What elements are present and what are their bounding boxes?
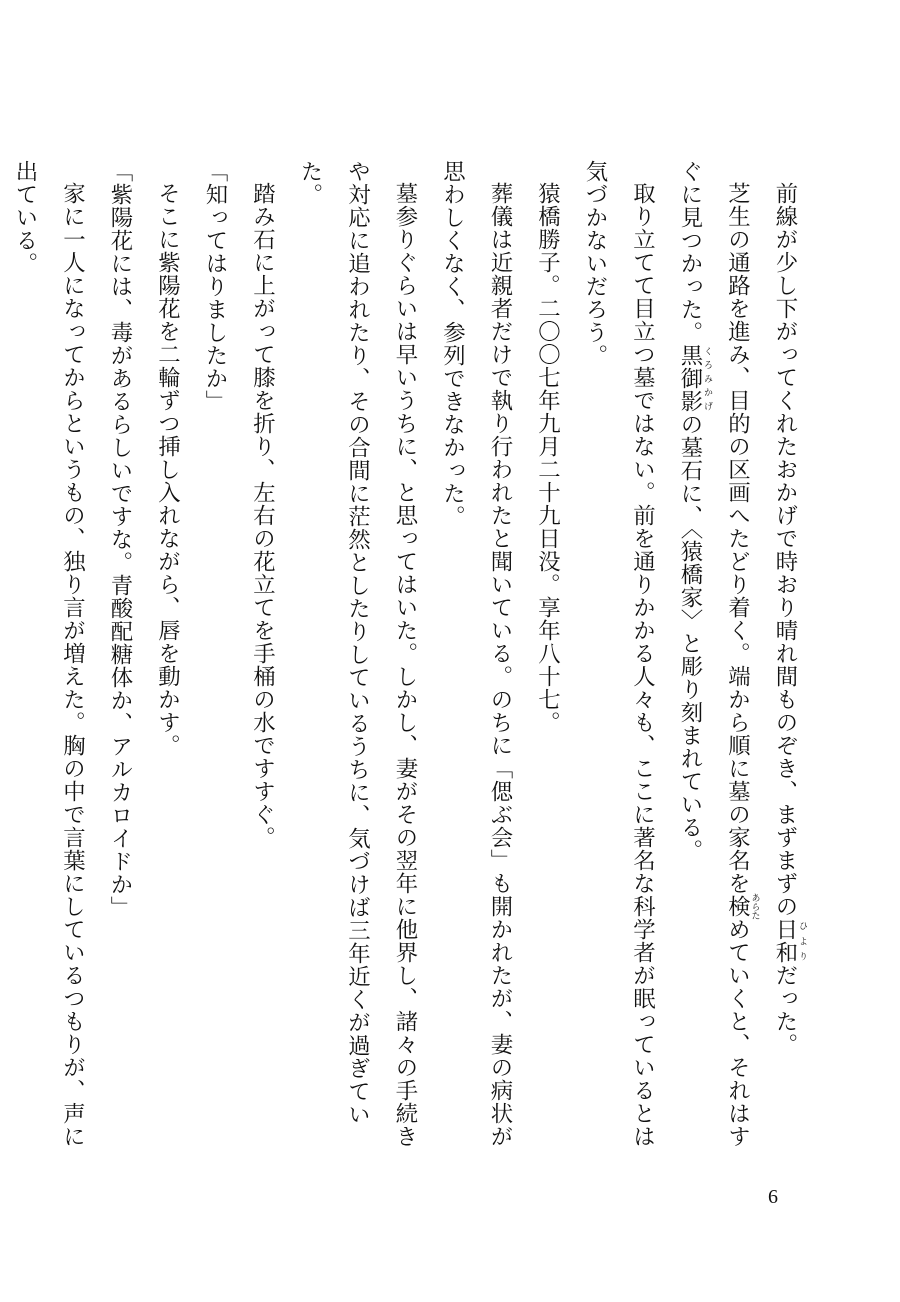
ruby-reading: くろみかげ	[702, 344, 712, 413]
text-run: 葬儀は近親者だけで執り行われたと聞いている。のちに「偲ぶ会」も開かれたが、妻の病状が思わしくなく、参列できなかった。	[439, 160, 513, 1149]
text-run: 取り立てて目立つ墓ではない。前を通りかかる人々も、ここに著名な科学者が眠っているとは気づかないだろう。	[582, 160, 656, 1149]
paragraph	[428, 160, 523, 1170]
ruby-base: 日和	[772, 918, 798, 965]
text-run: 「知ってはりましたか」	[202, 160, 228, 413]
paragraph	[286, 160, 429, 1170]
vertical-text-body	[12, 160, 808, 1170]
ruby-word	[772, 918, 807, 965]
dialogue-line	[96, 160, 144, 1170]
text-run: 「紫陽花には、毒があるらしいですな。青酸配糖体か、アルカロイドか」	[107, 160, 133, 919]
ruby-word	[677, 344, 712, 413]
text-run: だった。	[772, 964, 798, 1057]
text-run: 芝生の通路を進み、目的の区画へたどり着く。端から順に墓の家名を	[724, 182, 751, 896]
text-run: の墓石に、〈猿橋家〉と彫り刻まれている。	[677, 413, 703, 862]
text-run: めていくと、それはすぐに見つかった。	[677, 160, 751, 1149]
paragraph	[238, 160, 286, 1170]
dialogue-line	[0, 160, 1, 1170]
text-run: そこに紫陽花を二輪ずつ挿し入れながら、唇を動かす。	[154, 182, 181, 758]
ruby-word	[724, 893, 760, 921]
text-run: 踏み石に上がって膝を折り、左右の花立てを手桶の水ですすぐ。	[249, 182, 276, 850]
dialogue-line	[191, 160, 239, 1170]
text-run: 前線が少し下がってくれたおかげで時おり晴れ間ものぞき、まずまずの	[772, 182, 798, 919]
page-number: 6	[768, 1186, 778, 1208]
ruby-base: 検	[724, 893, 751, 921]
text-run: 猿橋勝子。二〇〇七年九月二十九日没。享年八十七。	[534, 182, 561, 735]
ruby-base: 黒御影	[677, 344, 703, 413]
paragraph	[571, 160, 666, 1170]
paragraph	[143, 160, 191, 1170]
text-run: 家に一人になってからというもの、独り言が増えた。胸の中で言葉にしているつもりが、声に出ている。	[12, 160, 86, 1149]
paragraph	[761, 160, 809, 1170]
paragraph	[666, 160, 761, 1170]
ruby-reading: あらた	[749, 893, 760, 921]
ruby-reading: ひより	[797, 918, 807, 965]
paragraph	[1, 160, 96, 1170]
paragraph	[523, 160, 571, 1170]
text-run: 墓参りぐらいは早いうちに、と思ってはいた。しかし、妻がその翌年に他界し、諸々の手続きや対応に追われたり、その合間に茫然としたりしているうちに、気づけば三年近くが過ぎていた。	[297, 160, 418, 1149]
